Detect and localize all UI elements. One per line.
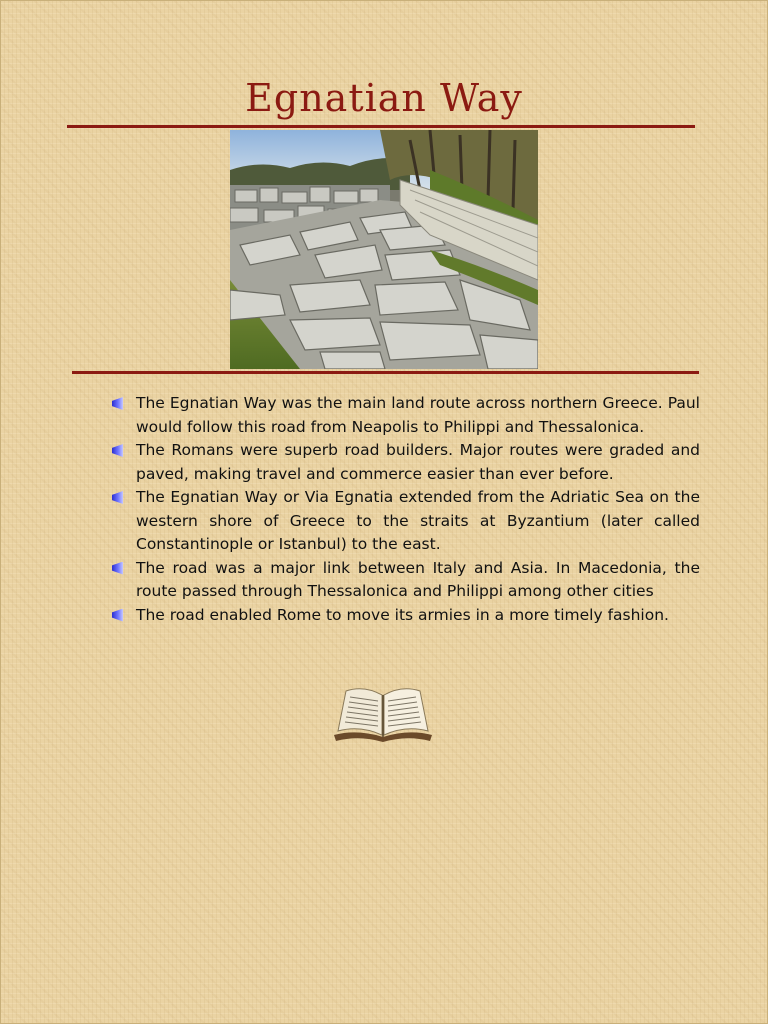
- bullet-icon: [112, 397, 123, 410]
- list-item: [112, 604, 700, 628]
- open-bible-icon[interactable]: [332, 685, 434, 743]
- bullet-text: The Romans were superb road builders. Major routes were graded and paved, making travel and commerce easier than ever before.: [136, 441, 700, 483]
- title-divider: [67, 125, 695, 128]
- bullet-icon: [112, 562, 123, 575]
- list-item: [112, 439, 700, 486]
- page-title: Egnatian Way: [245, 76, 523, 120]
- roman-road-photo: [230, 130, 538, 369]
- bullet-icon: [112, 609, 123, 622]
- list-item: [112, 557, 700, 604]
- bullet-text: The road enabled Rome to move its armies in a more timely fashion.: [136, 605, 669, 624]
- bullet-text: The Egnatian Way or Via Egnatia extended from the Adriatic Sea on the western shore of Greece to the straits at Byzantium (later called Constantinople or Istanbul) to the east.: [136, 488, 700, 553]
- bullet-icon: [112, 491, 123, 504]
- list-item: [112, 392, 700, 439]
- bullet-text: The Egnatian Way was the main land route across northern Greece. Paul would follow this road from Neapolis to Philippi and Thessalonica.: [136, 394, 700, 436]
- bullet-list: [112, 392, 700, 627]
- bullet-icon: [112, 444, 123, 457]
- photo-divider: [72, 371, 699, 374]
- list-item: [112, 486, 700, 557]
- bullet-text: The road was a major link between Italy and Asia. In Macedonia, the route passed through Thessalonica and Philippi among other cities: [136, 558, 700, 600]
